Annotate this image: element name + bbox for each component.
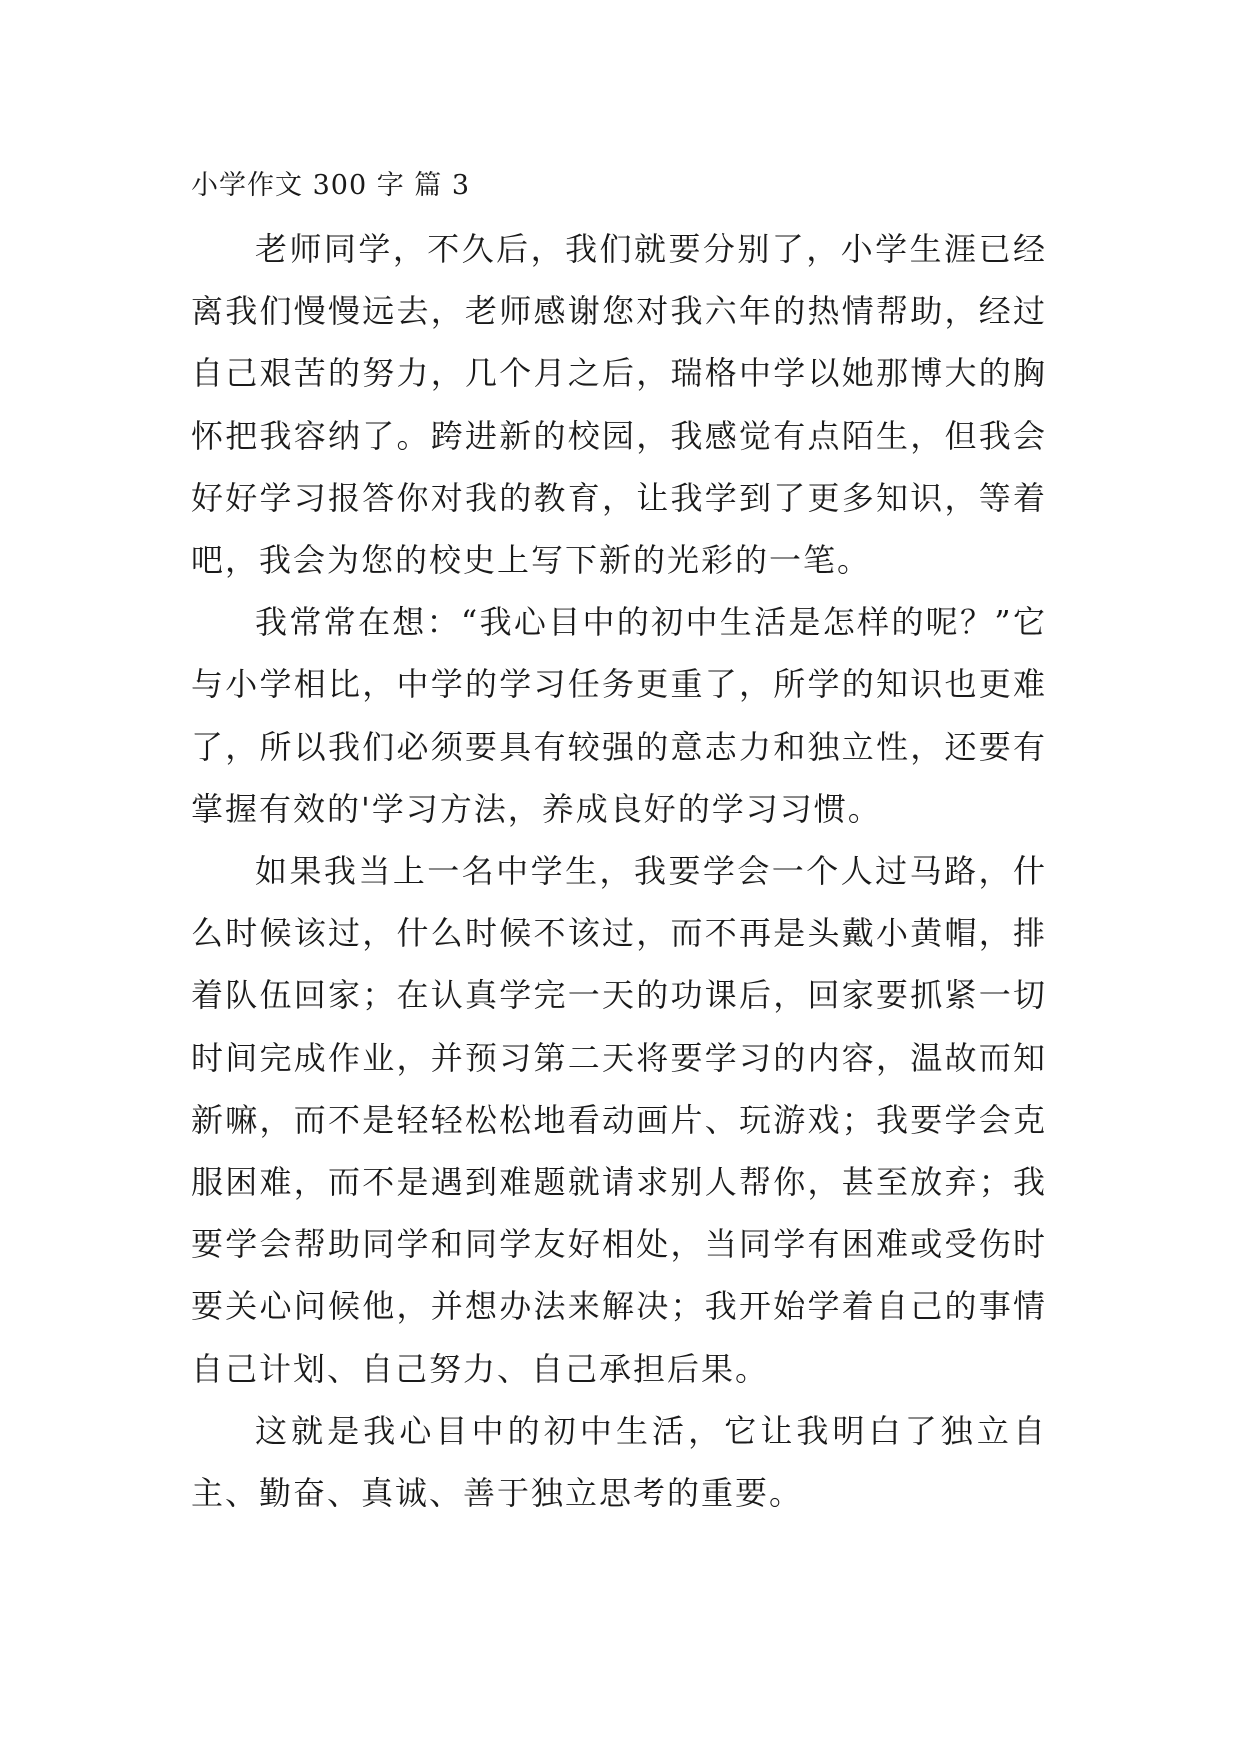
paragraph-4: 这就是我心目中的初中生活，它让我明白了独立自主、勤奋、真诚、善于独立思考的重要。 [191, 1411, 1047, 1513]
paragraph-1: 老师同学，不久后，我们就要分别了，小学生涯已经离我们慢慢远去，老师感谢您对我六年的热情帮助，经过自己艰苦的努力，几个月之后，瑞格中学以她那博大的胸怀把我容纳了。跨进新的校园，我感觉有点陌生，但我会好好学习报答你对我的教育，让我学到了更多知识，等着吧，我会为您的校史上写下新的光彩的一笔。 [191, 230, 1047, 580]
essay-title: 小学作文 300 字 篇 3 [191, 170, 471, 201]
paragraph-2: 我常常在想：“我心目中的初中生活是怎样的呢？”它与小学相比，中学的学习任务更重了，所学的知识也更难了，所以我们必须要具有较强的意志力和独立性，还要有掌握有效的'学习方法，养成良好的学习习惯。 [191, 603, 1047, 828]
paragraph-3: 如果我当上一名中学生，我要学会一个人过马路，什么时候该过，什么时候不该过，而不再是头戴小黄帽，排着队伍回家；在认真学完一天的功课后，回家要抓紧一切时间完成作业，并预习第二天将要学习的内容，温故而知新嘛，而不是轻轻松松地看动画片、玩游戏；我要学会克服困难，而不是遇到难题就请求别人帮你，甚至放弃；我要学会帮助同学和同学友好相处，当同学有困难或受伤时要关心问候他，并想办法来解决；我开始学着自己的事情自己计划、自己努力、自己承担后果。 [191, 852, 1047, 1388]
essay-body [191, 218, 1047, 1524]
